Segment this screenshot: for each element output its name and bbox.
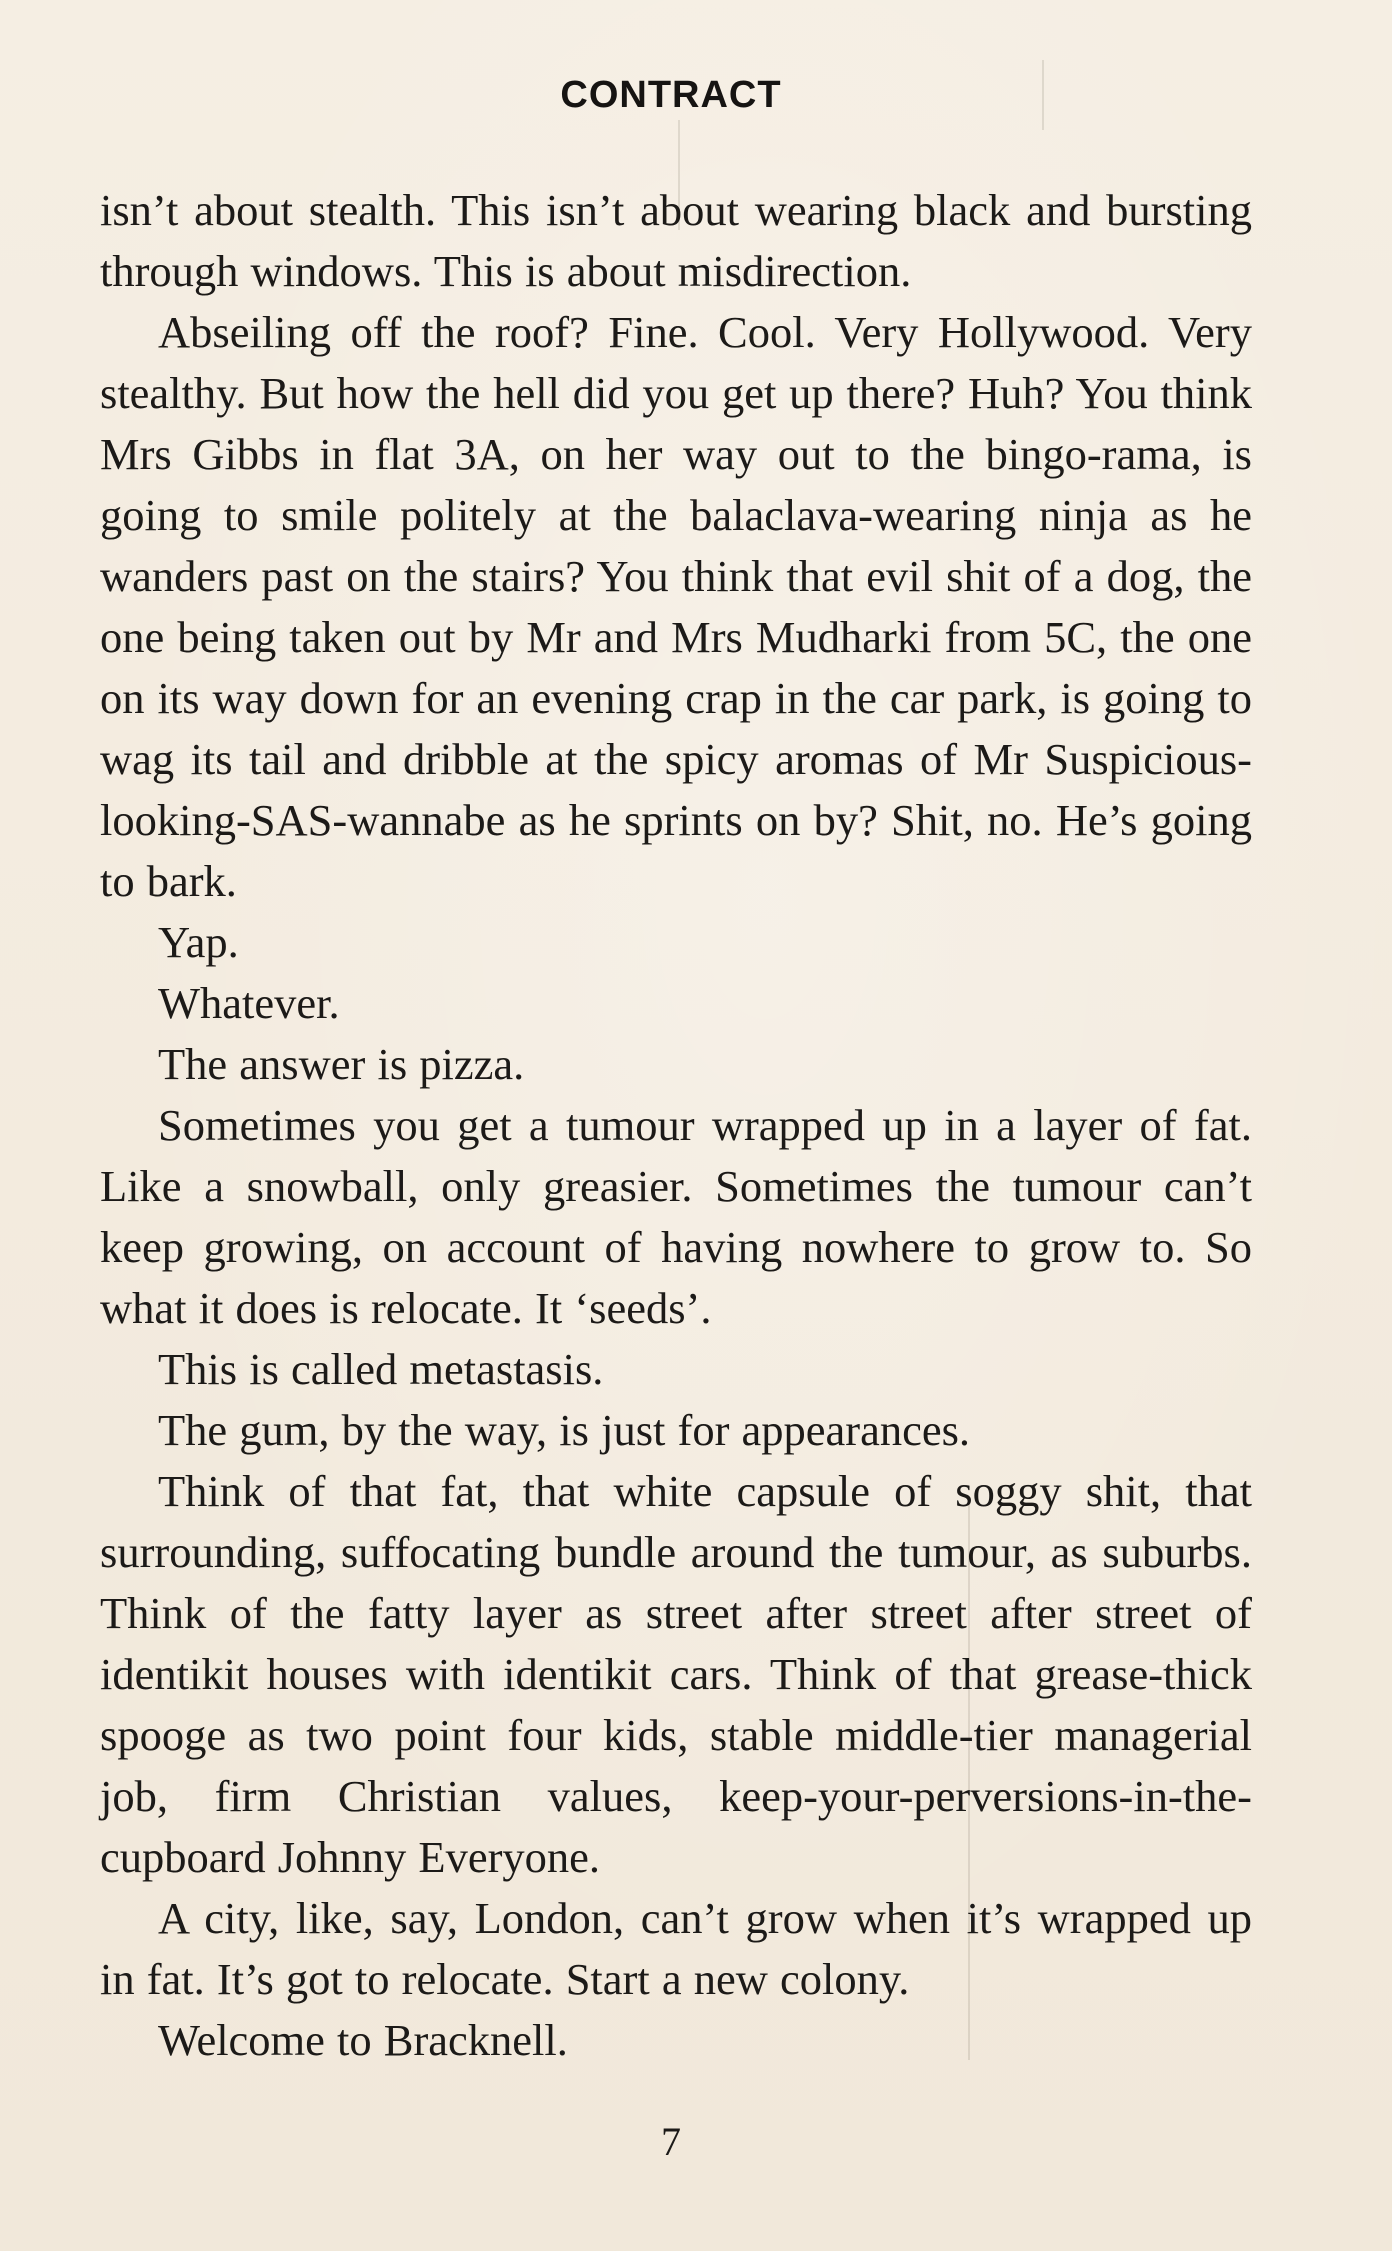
body-text <box>100 180 1252 2071</box>
paragraph: A city, like, say, London, can’t grow when it’s wrapped up in fat. It’s got to relocate. Start a new colony. <box>100 1893 1252 2004</box>
paragraph: The gum, by the way, is just for appearances. <box>158 1405 971 1455</box>
page-number: 7 <box>661 2119 681 2164</box>
paragraph: Think of that fat, that white capsule of soggy shit, that surrounding, suffocating bundle around the tumour, as suburbs. Think of the fatty layer as street after street after street of identikit houses with identikit cars. Think of that grease-thick spooge as two point four kids, stable middle-tier managerial job, firm Christian values, keep-your-perversions-in-the-cupboard Johnny Everyone. <box>100 1466 1252 1882</box>
paragraph: Yap. <box>158 917 239 967</box>
paragraph: This is called metastasis. <box>158 1344 604 1394</box>
paragraph: Abseiling off the roof? Fine. Cool. Very Hollywood. Very stealthy. But how the hell did you get up there? Huh? You think Mrs Gibbs in flat 3A, on her way out to the bingo-rama, is going to smile politely at the balaclava-wearing ninja as he wanders past on the stairs? You think that evil shit of a dog, the one being taken out by Mr and Mrs Mudharki from 5C, the one on its way down for an evening crap in the car park, is going to wag its tail and dribble at the spicy aromas of Mr Suspicious-looking-SAS-wannabe as he sprints on by? Shit, no. He’s going to bark. <box>100 307 1252 906</box>
paragraph: isn’t about stealth. This isn’t about wearing black and bursting through windows. This is about misdirection. <box>100 185 1252 296</box>
paragraph: Welcome to Bracknell. <box>158 2015 568 2065</box>
paragraph: Sometimes you get a tumour wrapped up in a layer of fat. Like a snowball, only greasier. Sometimes the tumour can’t keep growing, on account of having nowhere to grow to. So what it does is relocate. It ‘seeds’. <box>100 1100 1252 1333</box>
paragraph: The answer is pizza. <box>158 1039 525 1089</box>
paragraph: Whatever. <box>158 978 340 1028</box>
running-head: CONTRACT <box>560 74 782 116</box>
